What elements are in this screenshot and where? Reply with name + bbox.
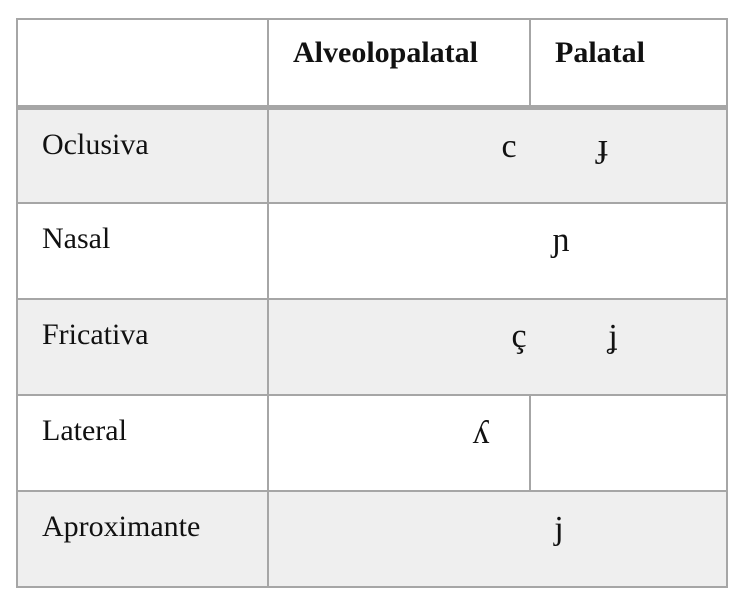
header-row <box>17 19 727 107</box>
header-palatal: Palatal <box>530 19 727 107</box>
symbol-nasal: ɲ <box>552 222 570 259</box>
symbol-cell-lateral-alveolopalatal <box>268 395 530 491</box>
symbol-fricativa-alveolopalatal: ç <box>511 318 527 355</box>
row-label-oclusiva: Oclusiva <box>17 107 268 203</box>
row-label-lateral: Lateral <box>17 395 268 491</box>
merged-symbol-cell-nasal <box>268 203 727 299</box>
merged-symbol-cell-oclusiva <box>268 107 727 203</box>
table-row-fricativa <box>17 299 727 395</box>
merged-symbol-cell-aproximante <box>268 491 727 587</box>
row-label-nasal: Nasal <box>17 203 268 299</box>
empty-cell-lateral-palatal <box>530 395 727 491</box>
header-alveolopalatal: Alveolopalatal <box>268 19 530 107</box>
symbol-oclusiva-alveolopalatal: c <box>501 127 517 165</box>
symbol-lateral: ʎ <box>472 414 490 451</box>
symbol-aproximante: j <box>554 510 564 547</box>
row-label-aproximante: Aproximante <box>17 491 268 587</box>
row-label-fricativa: Fricativa <box>17 299 268 395</box>
table-row-lateral <box>17 395 727 491</box>
table-row-nasal <box>17 203 727 299</box>
table-row-aproximante <box>17 491 727 587</box>
symbol-oclusiva-palatal: ɟ <box>597 127 609 165</box>
symbol-fricativa-palatal: ʝ <box>608 318 618 355</box>
table-row-oclusiva <box>17 107 727 203</box>
merged-symbol-cell-fricativa <box>268 299 727 395</box>
header-corner-cell <box>17 19 268 107</box>
consonant-table <box>16 18 728 588</box>
